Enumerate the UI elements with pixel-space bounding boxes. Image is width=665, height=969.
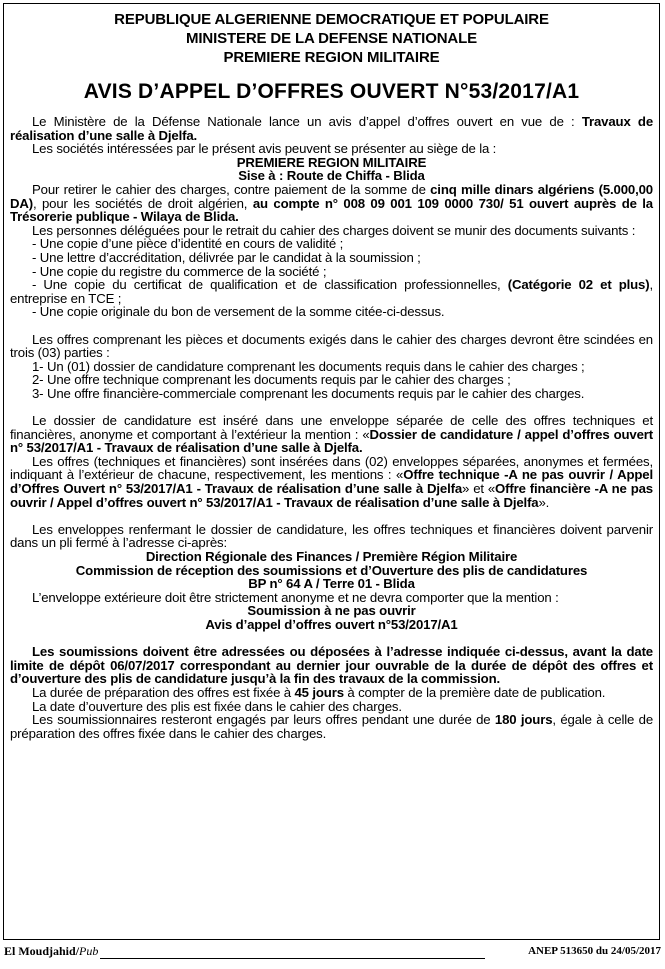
paragraph-envelopes (10, 455, 653, 509)
doc4-end: , entreprise en TCE ; (10, 277, 653, 306)
address-line: Direction Régionale des Finances / Première Région Militaire (145, 549, 518, 564)
offer-part: 3- Une offre financière-commerciale comprenant les documents requis par le cahier des charges. (32, 385, 585, 401)
header-ministry: MINISTERE DE LA DEFENSE NATIONALE (186, 30, 477, 47)
technical-mention: Offre technique -A ne pas ouvrir / Appel d’Offres Ouvert n° 53/2017/A1 - Travaux de réalisation d’une salle à Djelfa (10, 467, 653, 497)
candidature-mention: Dossier de candidature / appel d’offres ouvert n° 53/2017/A1 - Travaux de réalisation d’une salle à Djelfa. (10, 426, 653, 456)
preparation-end: à compter de la première date de publication. (343, 684, 606, 700)
envelopes-and: » et « (462, 481, 496, 497)
validity-days: 180 jours (494, 712, 553, 728)
doc-item: - Une lettre d’accréditation, délivrée par le candidat à la soumission ; (32, 249, 421, 265)
notice-body (10, 10, 653, 740)
footer-publication (4, 944, 98, 958)
paragraph-deadline (10, 645, 653, 686)
payment-account: au compte n° 008 09 001 109 0000 730/ 51 ouvert auprès de la Trésorerie publique - Wilaya de Blida. (10, 195, 653, 225)
footer-reference: ANEP 513650 du 24/05/2017 (528, 945, 661, 957)
intro-object: Travaux de réalisation d’une salle à Djelfa. (10, 114, 654, 143)
paragraph-anonymous: L’enveloppe extérieure doit être strictement anonyme et ne devra comporter que la mention : (32, 589, 559, 605)
doc4-text: - Une copie du certificat de qualification et de classification professionnelles, (32, 277, 508, 293)
region-address: Sise à : Route de Chiffa - Blida (238, 168, 425, 184)
region-name: PREMIERE REGION MILITAIRE (236, 154, 427, 170)
footer-newspaper: El Moudjahid/ (4, 944, 80, 958)
validity-text: Les soumissionnaires resteront engagés par leurs offres pendant une durée de (32, 712, 495, 728)
payment-text-1: Pour retirer le cahier des charges, contre paiement de la somme de (32, 181, 431, 197)
footer-divider (100, 958, 485, 959)
offer-part: 1- Un (01) dossier de candidature comprenant les documents requis dans le cahier des charges ; (32, 358, 585, 374)
offer-part: 2- Une offre technique comprenant les documents requis par le cahier des charges ; (32, 372, 511, 388)
paragraph-validity (10, 713, 653, 740)
candidature-text: Le dossier de candidature est inséré dans une enveloppe séparée de celle des offres techniques et financières, anonyme et comportant à l’extérieur la mention : « (10, 413, 653, 442)
paragraph-payment (10, 183, 653, 224)
doc-item (10, 278, 653, 305)
preparation-text: La durée de préparation des offres est fixée à (32, 684, 295, 700)
paragraph-preparation (10, 686, 653, 700)
paragraph-delivery: Les enveloppes renfermant le dossier de candidature, les offres techniques et financières doivent parvenir dans un pli fermé à l’adresse ci-après: (10, 521, 653, 551)
paragraph-companies: Les sociétés intéressées par le présent avis peuvent se présenter au siège de la : (32, 141, 497, 157)
header-republic: REPUBLIQUE ALGERIENNE DEMOCRATIQUE ET POPULAIRE (114, 11, 549, 28)
mention-line: Avis d’appel d’offres ouvert n°53/2017/A1 (205, 616, 458, 632)
deadline-text: Les soumissions doivent être adressées ou déposées à l’adresse indiquée ci-dessus, avant la date limite de dépôt 06/07/2017 correspondant au dernier jour ouvrable de la durée de dépôt des offres et d’ouverture des plis de candidature jusqu’à la fin des travaux de la commission. (10, 644, 653, 687)
doc-item: - Une copie originale du bon de versement de la somme citée-ci-dessus. (32, 304, 445, 320)
footer-pub: Pub (79, 944, 99, 958)
doc4-category: (Catégorie 02 et plus) (507, 277, 650, 293)
paragraph-offers: Les offres comprenant les pièces et documents exigés dans le cahier des charges devront être scindées en trois (03) parties : (10, 331, 653, 361)
validity-end: , égale à celle de préparation des offres fixée dans le cahier des charges. (10, 712, 654, 741)
preparation-days: 45 jours (294, 684, 344, 700)
intro-text: Le Ministère de la Défense Nationale lance un avis d’appel d’offres ouvert en vue de : (32, 114, 582, 129)
paragraph-candidature (10, 414, 653, 455)
address-line: BP n° 64 A / Terre 01 - Blida (248, 576, 415, 592)
mention-line: Soumission à ne pas ouvrir (247, 603, 416, 619)
header-region: PREMIERE REGION MILITAIRE (223, 49, 440, 66)
paragraph-delegates: Les personnes déléguées pour le retrait du cahier des charges doivent se munir des documents suivants : (32, 222, 636, 238)
paragraph-intro (10, 115, 653, 142)
notice-frame (3, 3, 660, 940)
doc-item: - Une copie d’une pièce d’identité en cours de validité ; (32, 236, 344, 252)
payment-text-2: , pour les sociétés de droit algérien, (33, 195, 253, 211)
notice-title: AVIS D’APPEL D’OFFRES OUVERT N°53/2017/A1 (83, 80, 580, 103)
paragraph-opening: La date d’ouverture des plis est fixée dans le cahier des charges. (32, 698, 402, 714)
address-line: Commission de réception des soumissions et d’Ouverture des plis de candidatures (75, 562, 588, 578)
financial-mention: Offre financière -A ne pas ouvrir / Appel d’offres ouvert n° 53/2017/A1 - Travaux de réalisation d’une salle à Djelfa (10, 481, 653, 510)
envelopes-end: ». (538, 494, 550, 510)
payment-amount: cinq mille dinars algériens (5.000,00 DA) (10, 181, 653, 211)
envelopes-text: Les offres (techniques et financières) sont insérées dans (02) enveloppes séparées, anonymes et fermées, indiquant à l’extérieur de chacune, respectivement, les mentions : « (10, 453, 653, 483)
doc-item: - Une copie du registre du commerce de la société ; (32, 263, 327, 279)
